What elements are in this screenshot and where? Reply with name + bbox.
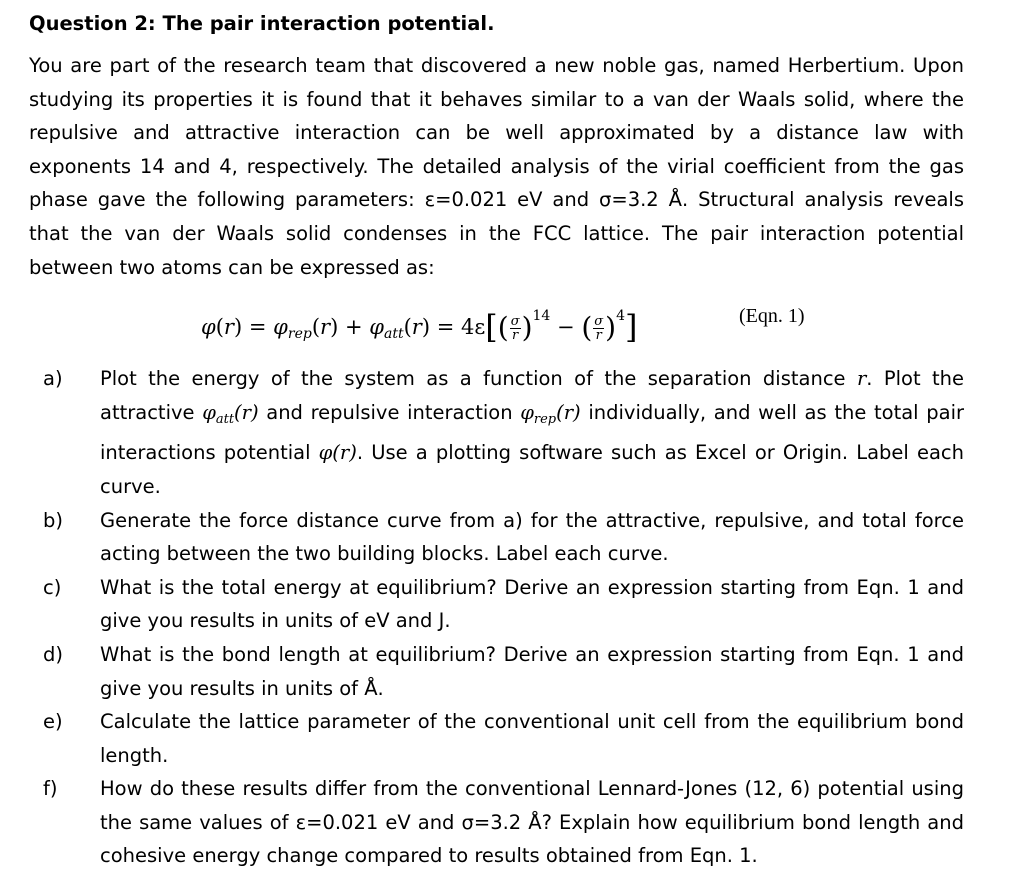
item-text: Generate the force distance curve from a) for the attractive, repulsive, and total force acting between the two building blocks. Label each curve. — [100, 508, 964, 566]
item-text: What is the total energy at equilibrium? Derive an expression starting from Eqn. 1 and give you results in units of eV and J. — [100, 575, 964, 633]
sub-question-list — [29, 362, 964, 873]
eqn-phi-att: φ — [369, 315, 384, 340]
item-label: e) — [43, 710, 63, 734]
item-label: a) — [43, 367, 63, 391]
equation-label: (Eqn. 1) — [739, 305, 805, 328]
item-text: Calculate the lattice parameter of the conventional unit cell from the equilibrium bond length. — [100, 710, 964, 767]
question-page — [29, 10, 964, 873]
sub-question-a — [29, 362, 964, 503]
item-label: d) — [43, 642, 63, 666]
eqn-phi: φ — [201, 315, 216, 340]
sub-question-d — [29, 638, 964, 705]
eqn-phi-rep: φ — [273, 315, 288, 340]
item-label: c) — [43, 575, 62, 599]
sub-question-e — [29, 705, 964, 772]
sigma-over-r-fraction: $\frac{\sigma}{r}$ — [510, 314, 520, 344]
pair-potential-equation: $\varphi(r) = \varphi_{rep}(r) + \varphi_{att}(r) = 4\varepsilon$[( $\frac{\sigma}{r}$ )$^{14}$ − ( $\frac{\sigma}{r}$ )$^4$] — [201, 308, 638, 347]
question-intro: You are part of the research team that discovered a new noble gas, named Herbertium. Upon studying its properties it is found that it behaves similar to a van der Waals solid, where the repulsive and attractive interaction can be well approximated by a distance law with exponents 14 and 4, respectively. The detailed analysis of the virial coefficient from the gas phase gave the following parameters: ε=0.021 eV and σ=3.2 Å. Structural analysis reveals that the van der Waals solid condenses in the FCC lattice. The pair interaction potential between two atoms can be expressed as: — [29, 54, 964, 279]
attractive-exponent: 4 — [616, 308, 625, 325]
repulsive-exponent: 14 — [532, 308, 551, 325]
sub-question-b — [29, 504, 964, 571]
item-label: b) — [43, 508, 63, 532]
equation-row — [29, 288, 964, 354]
sigma-over-r-fraction: $\frac{\sigma}{r}$ — [594, 314, 604, 344]
item-text: How do these results differ from the conventional Lennard-Jones (12, 6) potential using the same values of ε=0.021 eV and σ=3.2 Å? Explain how equilibrium bond length and cohesive energy change compared to results obtained from Eqn. 1. — [100, 777, 964, 868]
item-label: f) — [43, 777, 58, 801]
question-heading: Question 2: The pair interaction potential. — [29, 12, 495, 35]
sub-question-c — [29, 571, 964, 638]
item-text: What is the bond length at equilibrium? Derive an expression starting from Eqn. 1 and give you results in units of Å. — [100, 642, 964, 700]
item-text: Plot the energy of the system as a function of the separation distance r. Plot the attractive $\varphi_{att}(r)$ and repulsive interaction $\varphi_{rep}(r)$ individually, and well as the total pair interactions potential φ(r). Use a plotting software such as Excel or Origin. Label each curve. — [100, 367, 964, 498]
sub-question-f — [29, 772, 964, 873]
eqn-coefficient: 4ε — [461, 315, 486, 340]
